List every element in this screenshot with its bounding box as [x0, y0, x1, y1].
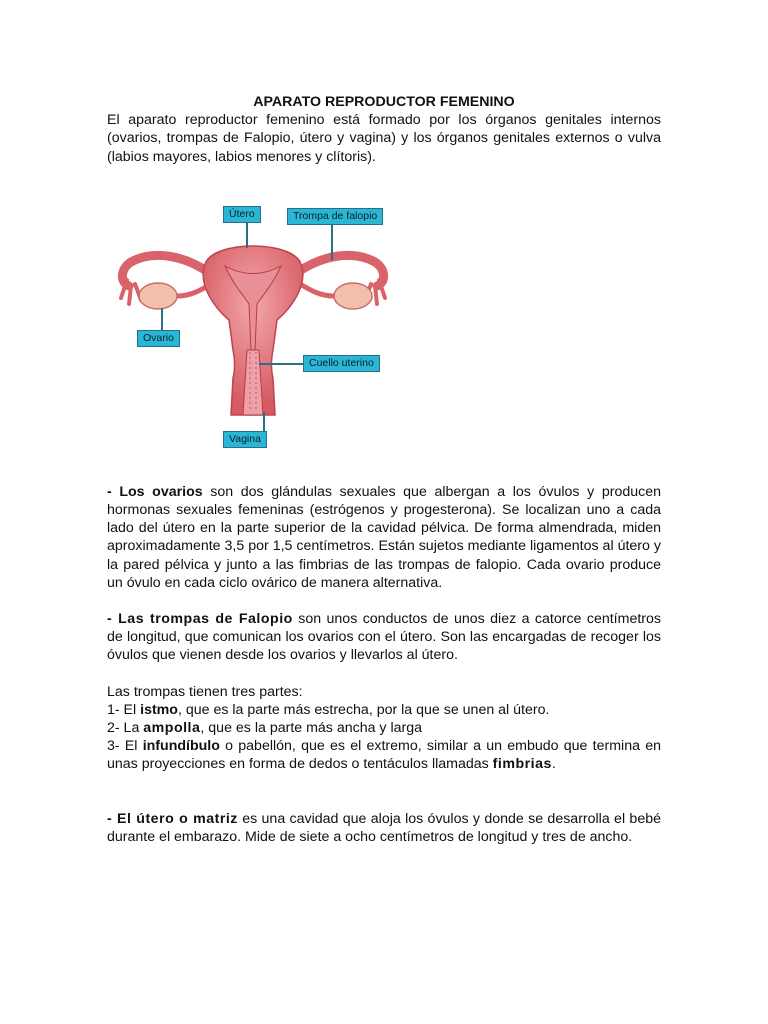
- label-utero: Útero: [223, 206, 261, 223]
- utero-text: es una cavidad que aloja los óvulos y donde se desarrolla el bebé durante el embarazo. Mide de siete a ocho centímetros de longitud y tres de ancho.: [107, 810, 661, 845]
- trompas-lead: - Las trompas de Falopio: [107, 611, 293, 628]
- ovarios-lead: - Los ovarios: [107, 483, 203, 500]
- ampolla-term: ampolla: [143, 720, 201, 737]
- utero-paragraph: [107, 810, 661, 846]
- label-vagina: Vagina: [223, 431, 267, 448]
- trompas-text: son unos conductos de unos diez a catorce centímetros de longitud, que comunican los ovarios con el útero. Son las encargadas de recoger los óvulos que vienen desde los ovarios y llevarlos al útero.: [107, 611, 661, 664]
- label-cuello: Cuello uterino: [303, 355, 380, 372]
- uterus-illustration: [113, 200, 403, 450]
- infundibulo-term: infundíbulo: [142, 738, 220, 755]
- fimbrias-term: fimbrias: [492, 756, 552, 773]
- parte-1: 1- El istmo, que es la parte más estrecha, por la que se unen al útero.: [107, 701, 550, 718]
- left-ovary: [139, 283, 177, 309]
- partes-intro: Las trompas tienen tres partes:: [107, 683, 303, 700]
- parte-2: 2- La ampolla, que es la parte más ancha y larga: [107, 720, 423, 737]
- right-ovary: [334, 283, 372, 309]
- uterus-anatomy-figure: [113, 200, 403, 450]
- ovarios-paragraph: [107, 483, 661, 592]
- page-title: APARATO REPRODUCTOR FEMENINO: [253, 94, 515, 110]
- utero-lead: - El útero o matriz: [107, 810, 238, 827]
- parte-3: 3- El infundíbulo o pabellón, que es el extremo, similar a un embudo que termina en unas proyecciones en forma de dedos o tentáculos llamadas fimbrias.: [107, 738, 661, 773]
- ovarios-text: son dos glándulas sexuales que albergan a los óvulos y producen hormonas sexuales femeninas (estrógenos y progesterona). Se localizan uno a cada lado del útero en la parte superior de la cavidad pélvica. De forma almendrada, miden aproximadamente 3,5 por 1,5 centímetros. Están sujetos mediante ligamentos al útero y la pared pélvica y junto a las fimbrias de las trompas de falopio. Cada ovario produce un óvulo en cada ciclo ovárico de manera alternativa.: [107, 483, 661, 591]
- label-ovario: Ovario: [137, 330, 180, 347]
- istmo-term: istmo: [140, 701, 178, 718]
- label-trompa: Trompa de falopio: [287, 208, 383, 225]
- intro-paragraph: El aparato reproductor femenino está formado por los órganos genitales internos (ovarios, trompas de Falopio, útero y vagina) y los órganos genitales externos o vulva (labios mayores, labios menores y clítoris).: [107, 112, 661, 165]
- trompas-paragraph: [107, 610, 661, 665]
